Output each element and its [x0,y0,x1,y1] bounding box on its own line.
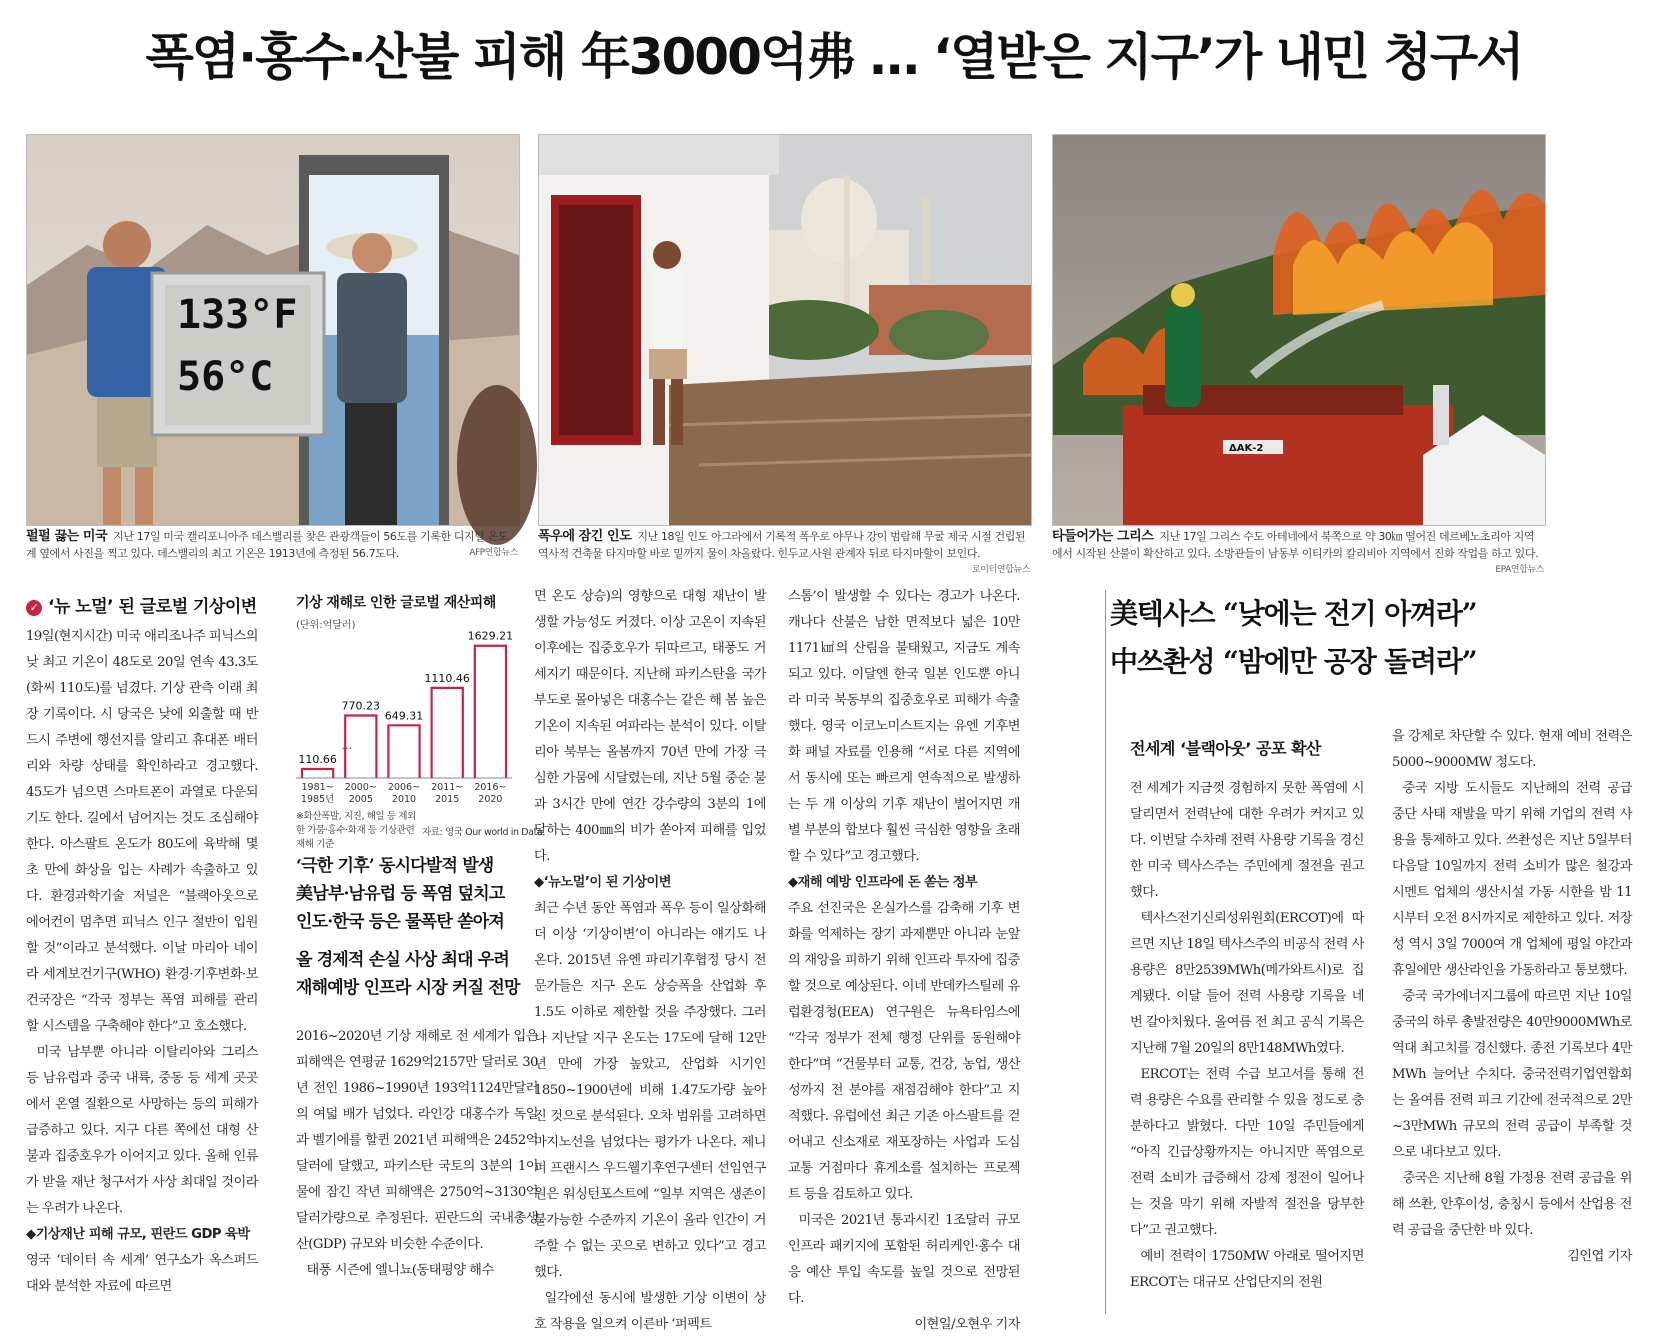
headline-line: 中쓰촨성 “밤에만 공장 돌려라” [1110,645,1477,678]
article1-column-2 [296,1024,538,1324]
thermometer-f: 133°F [177,292,298,338]
section-title-text: ‘뉴 노멀’ 된 글로벌 기상이변 [48,597,257,617]
paragraph: ERCOT는 전력 수급 보고서를 통해 전력 용량은 수요를 관리할 수 있을 정도로 충분하다고 밝혔다. 다만 10일 주민들에게 “아직 긴급상황까지는 아니지만 폭염으로 전력 소비가 급증해서 강제 정전이 일어나는 것을 막기 위해 자발적 절전을 당부한다”고 권고했다. [1130,1067,1364,1238]
chart-x-tick-label: 2016~ [474,782,507,793]
chart-x-tick-label: 1981~ [301,782,334,793]
chart-value-label: 770.23 [341,699,381,713]
article2-column-2 [1392,724,1632,1324]
paragraph: 중국 국가에너지그룹에 따르면 지난 10일 중국의 하루 총발전량은 40만9000MWh로 역대 최고치를 경신했다. 종전 기록보다 4만MWh 늘어난 수치다. 중국전력기업연합회는 올여름 전력 피크 기간에 전국적으로 2만~3만MWh 규모의 전력 공급이 부족할 것으로 내다보고 있다. [1392,989,1632,1160]
page-headline: 폭염·홍수·산불 피해 年3000억弗 … ‘열받은 지구’가 내민 청구서 [145,28,1523,86]
chart-value-label: 1110.46 [424,671,470,685]
chart-x-tick-label: 2006~ [387,782,421,793]
article2-headline [1110,590,1668,686]
paragraph: 일각에선 동시에 발생한 기상 이변이 상호 작용을 일으켜 이른바 ‘퍼펙트 [534,1291,766,1332]
damage-chart [290,620,530,810]
caption-text: 지난 18일 인도 아그라에서 기록적 폭우로 야무나 강이 범람해 무굴 제국 시절 건립된 역사적 건축물 타지마할 바로 밑까지 물이 차올랐다. 힌두교 사원 관계자 뒤로 타지마할이 보인다. [538,530,1026,560]
chart-x-tick-label: 2015 [435,794,460,805]
caption-title: 펄펄 끓는 미국 [26,529,108,544]
paragraph: 텍사스전기신뢰성위원회(ERCOT)에 따르면 지난 18일 텍사스주의 비공식 전력 사용량은 8만2539MWh(메가와트시)로 집계됐다. 이달 들어 전력 사용량 기록을 네 번 갈아치웠다. 올여름 전 최고 공식 기록은 지난해 7월 20일의 8만148MWh였다. [1130,911,1364,1056]
chart-x-tick-label: 2010 [391,794,417,805]
deck-line: 美남부·남유럽 등 폭염 덮치고 [296,884,505,904]
paragraph: 중국 지방 도시들도 지난해의 전력 공급 중단 사태 재발을 막기 위해 기업의 전력 사용을 통제하고 있다. 쓰촨성은 지난 5일부터 다음달 10일까지 전력 소비가 많은 철강과 시멘트 업체의 생산시설 가동 시한을 밤 11시부터 오전 8시까지로 제한하고 있다. 저장성 역시 3일 7000여 개 업체에 평일 야간과 휴일에만 생산라인을 가동하라고 통보했다. [1392,781,1632,978]
caption-title: 타들어가는 그리스 [1052,529,1154,544]
caption-title: 폭우에 잠긴 인도 [538,529,632,544]
chart-source: 자료: 영국 Our world in Data [422,827,543,838]
subheading: ◆‘뉴노멀’이 된 기상이변 [534,875,671,890]
photo-agra-flood [538,134,1032,526]
deck-line: ‘극한 기후’ 동시다발적 발생 [296,856,494,876]
chart-x-tick-label: 1985년 [300,794,335,805]
chart-value-label: 110.66 [298,753,337,767]
paragraph: 최근 수년 동안 폭염과 폭우 등이 일상화해 더 이상 ‘기상이변’이 아니라는 얘기도 나온다. 2015년 유엔 파리기후협정 당시 전문가들은 지구 온도 상승폭을 산업화 후 1.5도 이하로 제한할 것을 주장했다. 그러나 지난달 지구 온도는 17도에 달해 12만 년 만에 가장 높았고, 산업화 시기인 1850~1900년에 비해 1.47도가량 높아진 것으로 분석된다. 오차 범위를 고려하면 마지노선을 넘었다는 평가가 나온다. 제니퍼 프랜시스 우드웰기후연구센터 선임연구원은 워싱턴포스트에 “일부 지역은 생존이 불가능한 수준까지 기온이 올라 인간이 거주할 수 없는 곳으로 변하고 있다”고 경고했다. [534,901,766,1280]
check-icon: ✓ [26,600,42,616]
chart-gap-marker: … [341,739,353,753]
section-title [26,592,257,617]
chart-step [388,725,419,778]
deck-line: 재해예방 인프라 시장 커질 전망 [296,978,520,998]
chart-x-tick-label: 2020 [478,794,503,805]
photo-credit: 로이터연합뉴스 [971,565,1030,575]
subheading: ◆기상재난 피해 규모, 핀란드 GDP 육박 [26,1227,250,1242]
chart-value-label: 649.31 [384,709,424,723]
paragraph: 미국은 2021년 통과시킨 1조달러 규모 인프라 패키지에 포함된 허리케인·홍수 대응 예산 투입 속도를 높일 것으로 전망된다. [788,1213,1020,1306]
chart-unit: (단위:억달러) [296,620,356,631]
paragraph: 태풍 시즌에 엘니뇨(동태평양 해수 [306,1263,494,1278]
byline: 김인엽 기자 [1567,1249,1632,1264]
headline-line: 美텍사스 “낮에는 전기 아껴라” [1110,597,1477,630]
chart-note: ※화산폭발, 지진, 해일 등 제외한 가뭄·홍수·화재 등 기상관련 재해 기준 [296,811,416,850]
paragraph: 을 강제로 차단할 수 있다. 현재 예비 전력은 5000~9000MW 정도다. [1392,729,1632,770]
deck-line: 올 경제적 손실 사상 최대 우려 [296,950,510,970]
article1-column-3 [534,584,766,1332]
thermometer-c: 56°C [177,354,274,400]
chart-title: 기상 재해로 인한 글로벌 재산피해 [296,595,496,611]
photo-greece-wildfire [1052,134,1546,526]
paragraph: 19일(현지시간) 미국 애리조나주 피닉스의 낮 최고 기온이 48도로 20일 연속 43.3도(화씨 110도)를 넘겼다. 기상 관측 이래 최장 기록이다. 시 당국은 낮에 외출할 때 반드시 주변에 행선지를 알리고 휴대폰 배터리와 차량 상태를 확인하라고 경고했다. 45도가 넘으면 스마트폰이 과열로 다운되기도 한다. 길에서 넘어지는 것도 조심해야 한다. 아스팔트 온도가 80도에 육박해 몇 초 만에 화상을 입는 사례가 속출하고 있다. 환경과학기술 저널은 “블랙아웃으로 에어컨이 멈추면 피닉스 인구 절반이 입원할 것”이라고 분석했다. 이날 마리아 네이라 세계보건기구(WHO) 환경·기후변화·보건국장은 “각국 정부는 폭염 피해를 관리할 시스템을 구축해야 한다”고 호소했다. [26,629,258,1034]
deck-line: 인도·한국 등은 물폭탄 쏟아져 [296,912,504,932]
paragraph: 전 세계가 지금껏 경험하지 못한 폭염에 시달리면서 전력난에 대한 우려가 커지고 있다. 이번달 수차례 전력 사용량 기록을 경신한 미국 텍사스주는 주민에게 절전을 권고했다. [1130,781,1364,900]
photo-death-valley [26,134,520,526]
paragraph: 중국은 지난해 8월 가정용 전력 공급을 위해 쓰촨, 안후이성, 충칭시 등에서 산업용 전력 공급을 중단한 바 있다. [1392,1171,1632,1238]
paragraph: 미국 남부뿐 아니라 이탈리아와 그리스 등 남유럽과 중국 내륙, 중동 등 세계 곳곳에서 온열 질환으로 사망하는 등의 피해가 급증하고 있다. 지구 다른 쪽에선 대형 산불과 집중호우가 이어지고 있다. 올해 인류가 받을 재난 청구서가 사상 최대일 것이라는 우려가 나온다. [26,1045,258,1216]
column-divider [1105,590,1106,1314]
article1-column-4 [788,584,1020,1332]
chart-step [302,769,333,778]
truck-plate: ΔΑΚ-2 [1229,443,1264,454]
caption-text: 지난 17일 미국 캘리포니아주 데스밸리를 찾은 관광객들이 56도를 기록한 디지털 온도계 옆에서 사진을 찍고 있다. 데스밸리의 최고 기온은 1913년에 측정된 56.7도다. [26,530,509,560]
chart-step [475,646,506,778]
byline: 이현일/오현우 기자 [914,1317,1020,1332]
photo-credit: EPA연합뉴스 [1495,565,1544,575]
photo-credit: AFP연합뉴스 [469,548,518,558]
subheading: ◆재해 예방 인프라에 돈 쏟는 정부 [788,875,978,890]
chart-value-label: 1629.21 [467,629,514,643]
caption-death-valley [26,528,518,562]
article2-column-1 [1130,776,1364,1324]
caption-text: 지난 17일 그리스 수도 아테네에서 북쪽으로 약 30㎞ 떨어진 데르베노초리아 지역에서 시작된 산불이 확산하고 있다. 소방관들이 남동부 이티카의 칼리비아 지역에서 진화 작업을 하고 있다. [1052,530,1539,560]
chart-x-tick-label: 2005 [348,794,373,805]
paragraph: 2016~2020년 기상 재해로 전 세계가 입은 피해액은 연평균 1629억2157만 달러로 30년 전인 1986~1990년 193억1124만달러의 여덟 배가 넘었다. 라인강 대홍수가 독일과 벨기에를 할퀸 2021년 피해액은 2452억달러에 달했고, 파키스탄 국토의 3분의 1이 물에 잠긴 작년 피해액은 2750억~3130억달러가량으로 추정된다. 핀란드의 국내총생산(GDP) 규모와 비슷한 수준이다. [296,1029,538,1252]
chart-step [432,688,463,778]
article1-deck-1 [296,852,546,936]
paragraph: 스톰’이 발생할 수 있다는 경고가 나온다. 캐나다 산불은 남한 면적보다 넓은 10만1171㎢의 산림을 불태웠고, 지금도 계속되고 있다. 이달엔 한국 일본 인도뿐 아니라 미국 북동부의 집중호우로 피해가 속출했다. 영국 이코노미스트지는 유엔 기후변화 패널 자료를 인용해 “서로 다른 지역에서 동시에 또는 빠르게 연속적으로 발생하는 두 개 이상의 기후 재난이 벌어지면 개별 부분의 합보다 훨씬 극심한 영향을 초래할 수 있다”고 경고했다. [788,589,1020,864]
caption-greece-wildfire [1052,528,1544,579]
article2-subhead: 전세계 ‘블랙아웃’ 공포 확산 [1130,739,1321,758]
chart-x-tick-label: 2011~ [431,782,464,793]
paragraph: 면 온도 상승)의 영향으로 대형 재난이 발생할 가능성도 커졌다. 이상 고온이 지속된 이후에는 집중호우가 뒤따르고, 태풍도 거세지기 때문이다. 지난해 파키스탄을 국가 부도로 몰아넣은 대홍수는 같은 해 봄 높은 기온이 지속된 여파라는 분석이 있다. 이탈리아 북부는 올봄까지 70년 만에 가장 극심한 가뭄에 시달렸는데, 지난 5월 중순 불과 3시간 만에 연간 강수량의 3분의 1에 달하는 400㎜의 비가 쏟아져 피해를 입었다. [534,589,766,864]
caption-agra-flood [538,528,1030,579]
paragraph: 영국 ‘데이터 속 세계’ 연구소가 옥스퍼드대와 분석한 자료에 따르면 [26,1253,258,1294]
chart-x-tick-label: 2000~ [344,782,377,793]
article1-column-1 [26,624,258,1324]
paragraph: 주요 선진국은 온실가스를 감축해 기후 변화를 억제하는 장기 과제뿐만 아니라 눈앞의 재앙을 피하기 위해 인프라 투자에 집중할 것으로 예상된다. 이네 반데카스틸레 유럽환경청(EEA) 연구원은 뉴욕타임스에 “각국 정부가 전체 행정 단위를 동원해야 한다”며 “건물부터 교통, 건강, 농업, 생산성까지 전 분야를 재점검해야 한다”고 지적했다. 유럽에선 최근 기존 아스팔트를 걷어내고 신소재로 재포장하는 사업과 도심 교통 거점마다 휴게소를 설치하는 프로젝트 등을 검토하고 있다. [788,901,1020,1202]
paragraph: 예비 전력이 1750MW 아래로 떨어지면 ERCOT는 대규모 산업단지의 전원 [1130,1249,1364,1290]
article1-deck-2 [296,946,546,1002]
